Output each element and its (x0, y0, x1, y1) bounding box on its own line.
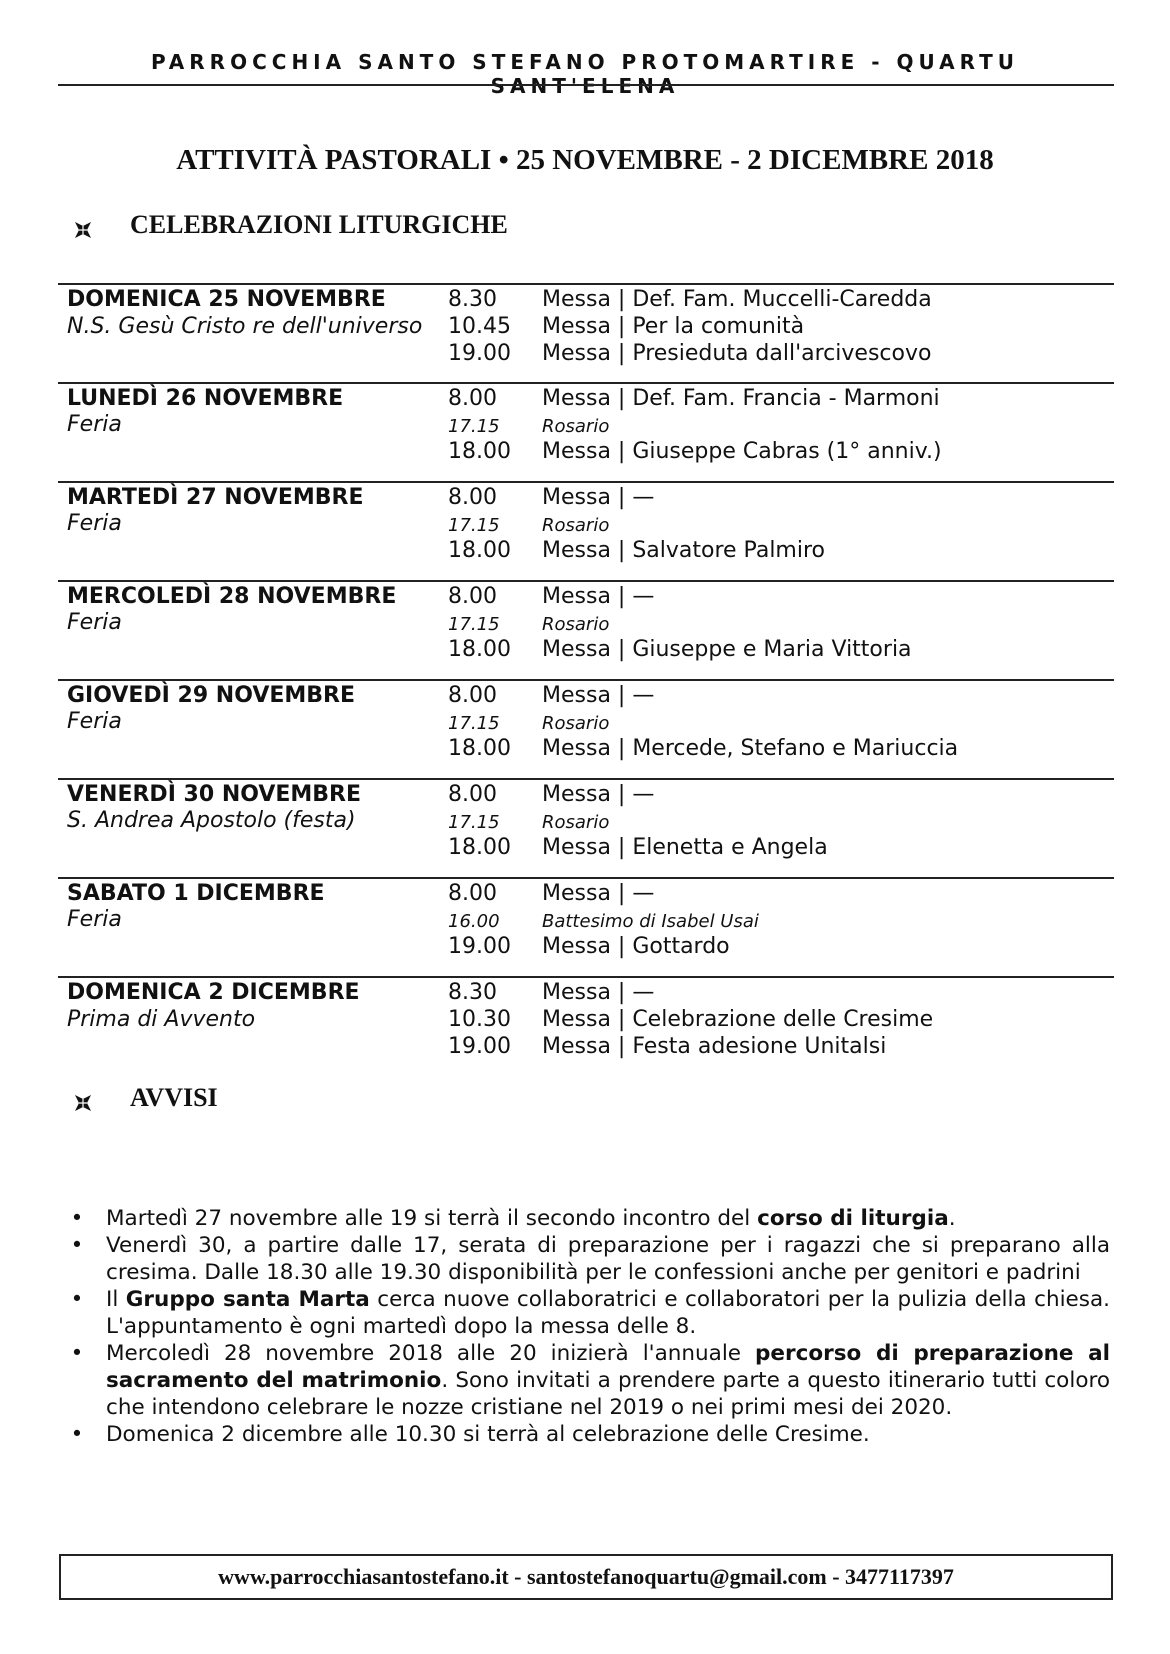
day-note: Prima di Avvento (67, 1007, 256, 1032)
event-description: Messa | — (542, 881, 655, 906)
day-note: S. Andrea Apostolo (festa) (67, 808, 356, 833)
event-description: Messa | Mercede, Stefano e Mariuccia (542, 736, 959, 761)
event-description: Messa | — (542, 485, 655, 510)
event-row (58, 978, 1114, 1005)
event-description: Rosario (542, 713, 610, 734)
footer-contacts-text: www.parrocchiasantostefano.it - santostefanoquartu@gmail.com - 3477117397 (218, 1564, 954, 1589)
event-time: 18.00 (448, 439, 511, 464)
star-icon (74, 216, 92, 234)
event-row (58, 734, 1114, 761)
event-row (58, 483, 1114, 510)
event-row (58, 582, 1114, 609)
day-note: Feria (67, 907, 122, 932)
bullet-icon: • (70, 1287, 84, 1312)
event-row (58, 807, 1114, 833)
event-row (58, 932, 1114, 959)
day-block (58, 976, 1114, 1075)
event-row (58, 635, 1114, 662)
notice-item (70, 1286, 1110, 1340)
event-row (58, 536, 1114, 563)
day-name: MARTEDÌ 27 NOVEMBRE (67, 485, 364, 510)
event-time: 16.00 (448, 911, 500, 932)
event-time: 8.00 (448, 683, 497, 708)
day-note: N.S. Gesù Cristo re dell'universo (67, 314, 423, 339)
section-liturgy-title: CELEBRAZIONI LITURGICHE (130, 210, 508, 239)
section-notices (70, 1083, 218, 1113)
event-description: Messa | — (542, 980, 655, 1005)
event-time: 8.30 (448, 287, 497, 312)
event-description: Rosario (542, 812, 610, 833)
liturgy-schedule (58, 283, 1114, 1075)
notice-text: cerca nuove collaboratrici e collaboratori per la pulizia della chiesa. L'appuntamento è ogni martedì dopo la messa delle 8. (106, 1287, 1110, 1339)
event-time: 17.15 (448, 713, 500, 734)
event-time: 18.00 (448, 835, 511, 860)
day-note: Feria (67, 511, 122, 536)
event-time: 18.00 (448, 637, 511, 662)
event-row (58, 411, 1114, 437)
event-description: Messa | Elenetta e Angela (542, 835, 828, 860)
event-row (58, 1005, 1114, 1032)
notice-item (70, 1232, 1110, 1286)
day-block (58, 481, 1114, 580)
event-description: Rosario (542, 515, 610, 536)
event-description: Messa | Salvatore Palmiro (542, 538, 825, 563)
event-row (58, 510, 1114, 536)
event-description: Messa | — (542, 782, 655, 807)
event-time: 18.00 (448, 538, 511, 563)
event-description: Messa | Presieduta dall'arcivescovo (542, 341, 932, 366)
day-name: GIOVEDÌ 29 NOVEMBRE (67, 683, 355, 708)
day-name: LUNEDÌ 26 NOVEMBRE (67, 386, 344, 411)
bullet-icon: • (70, 1341, 84, 1366)
event-description: Messa | Celebrazione delle Cresime (542, 1007, 934, 1032)
notice-text: Martedì 27 novembre alle 19 si terrà il secondo incontro del (106, 1206, 758, 1231)
event-description: Messa | — (542, 683, 655, 708)
event-time: 17.15 (448, 614, 500, 635)
event-time: 10.45 (448, 314, 511, 339)
event-row (58, 833, 1114, 860)
event-time: 17.15 (448, 812, 500, 833)
event-time: 8.00 (448, 881, 497, 906)
event-time: 8.00 (448, 485, 497, 510)
page-title: ATTIVITÀ PASTORALI • 25 NOVEMBRE - 2 DICEMBRE 2018 (176, 144, 994, 176)
event-time: 17.15 (448, 515, 500, 536)
notice-emphasis: percorso di preparazione al sacramento del matrimonio (106, 1341, 1111, 1393)
bullet-icon: • (70, 1233, 84, 1258)
notice-emphasis: Gruppo santa Marta (125, 1287, 370, 1312)
event-time: 19.00 (448, 1034, 511, 1059)
notice-text: Domenica 2 dicembre alle 10.30 si terrà al celebrazione delle Cresime. (106, 1422, 870, 1447)
day-block (58, 382, 1114, 481)
event-description: Messa | Gottardo (542, 934, 730, 959)
section-liturgy (70, 210, 508, 240)
notice-text: Il (106, 1287, 126, 1312)
star-icon (74, 1089, 92, 1107)
event-row (58, 879, 1114, 906)
event-row (58, 906, 1114, 932)
event-row (58, 312, 1114, 339)
day-name: VENERDÌ 30 NOVEMBRE (67, 782, 362, 807)
event-time: 8.30 (448, 980, 497, 1005)
event-time: 8.00 (448, 386, 497, 411)
event-description: Battesimo di Isabel Usai (542, 911, 759, 932)
event-time: 8.00 (448, 584, 497, 609)
day-name: MERCOLEDÌ 28 NOVEMBRE (67, 584, 397, 609)
event-row (58, 681, 1114, 708)
notices-list (70, 1205, 1110, 1448)
bullet-icon: • (70, 1206, 84, 1231)
bullet-icon: • (70, 1422, 84, 1447)
event-description: Rosario (542, 416, 610, 437)
notice-item (70, 1421, 1110, 1448)
event-row (58, 285, 1114, 312)
day-block (58, 778, 1114, 877)
event-row (58, 437, 1114, 464)
event-time: 17.15 (448, 416, 500, 437)
event-row (58, 339, 1114, 366)
section-notices-title: AVVISI (130, 1083, 218, 1112)
notice-text: Venerdì 30, a partire dalle 17, serata di preparazione per i ragazzi che si preparano alla cresima. Dalle 18.30 alle 19.30 disponibilità per le confessioni anche per genitori e padrini (106, 1233, 1110, 1285)
notice-item (70, 1340, 1110, 1421)
event-description: Messa | Giuseppe Cabras (1° anniv.) (542, 439, 942, 464)
event-row (58, 780, 1114, 807)
day-note: Feria (67, 709, 122, 734)
event-row (58, 384, 1114, 411)
day-note: Feria (67, 610, 122, 635)
event-description: Messa | Per la comunità (542, 314, 805, 339)
event-row (58, 708, 1114, 734)
event-description: Messa | Giuseppe e Maria Vittoria (542, 637, 912, 662)
day-block (58, 580, 1114, 679)
event-description: Messa | Def. Fam. Muccelli-Caredda (542, 287, 932, 312)
notice-item (70, 1205, 1110, 1232)
notice-emphasis: corso di liturgia (757, 1206, 949, 1231)
event-description: Messa | — (542, 584, 655, 609)
header-divider (58, 84, 1114, 86)
event-time: 19.00 (448, 341, 511, 366)
notice-text: . Sono invitati a prendere parte a questo itinerario tutti coloro che intendono celebrare le nozze cristiane nel 2019 o nei primi mesi dei 2020. (106, 1368, 1110, 1420)
event-time: 10.30 (448, 1007, 511, 1032)
notice-text: . (948, 1206, 956, 1231)
notice-text: Mercoledì 28 novembre 2018 alle 20 inizierà l'annuale (106, 1341, 756, 1366)
footer-contacts (59, 1554, 1113, 1600)
event-row (58, 609, 1114, 635)
event-description: Messa | Festa adesione Unitalsi (542, 1034, 887, 1059)
event-time: 8.00 (448, 782, 497, 807)
day-name: DOMENICA 2 DICEMBRE (67, 980, 360, 1005)
day-name: DOMENICA 25 NOVEMBRE (67, 287, 386, 312)
day-block (58, 877, 1114, 976)
parish-header: PARROCCHIA SANTO STEFANO PROTOMARTIRE - QUARTU SANT'ELENA (150, 50, 1020, 98)
day-block (58, 283, 1114, 382)
event-time: 19.00 (448, 934, 511, 959)
day-block (58, 679, 1114, 778)
event-time: 18.00 (448, 736, 511, 761)
event-description: Messa | Def. Fam. Francia - Marmoni (542, 386, 940, 411)
event-row (58, 1032, 1114, 1059)
day-name: SABATO 1 DICEMBRE (67, 881, 325, 906)
day-note: Feria (67, 412, 122, 437)
event-description: Rosario (542, 614, 610, 635)
